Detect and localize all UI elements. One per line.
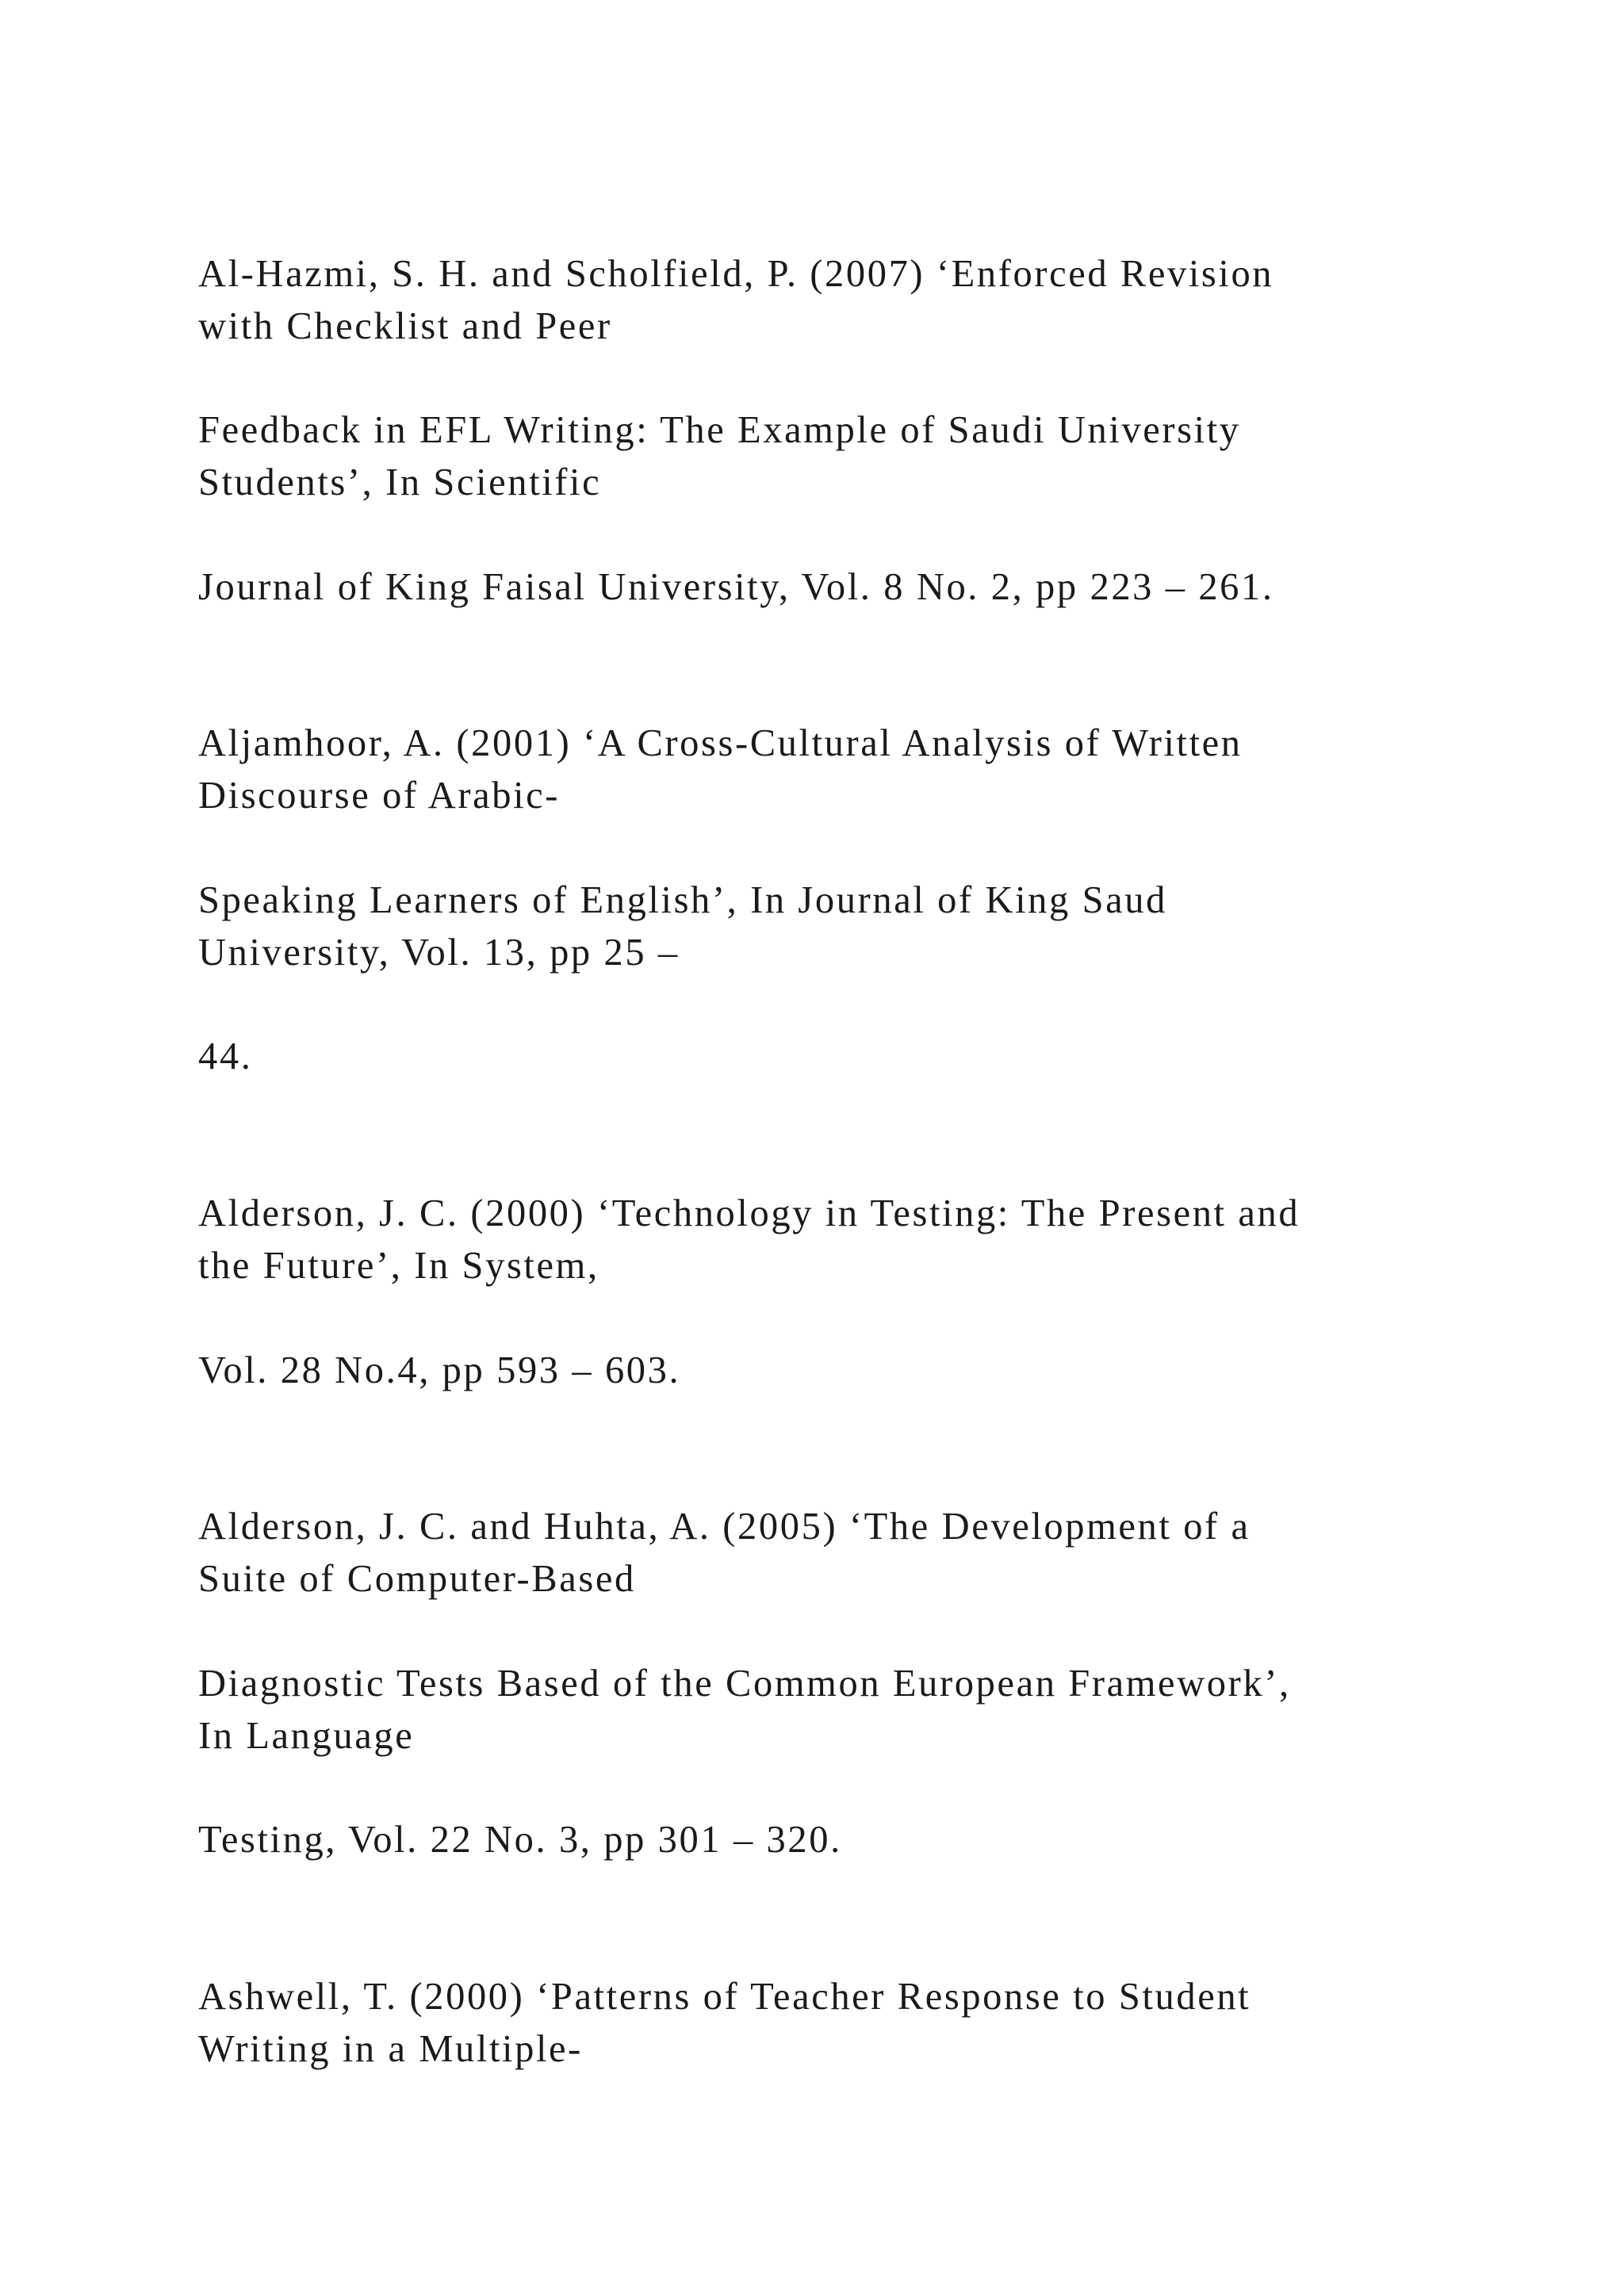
ref-2-para-2-line-1: Speaking Learners of English’, In Journal of King Saud — [198, 879, 1167, 921]
ref-1-para-3-line-1: Journal of King Faisal University, Vol. 8 No. 2, pp 223 – 261. — [198, 566, 1274, 608]
ref-4-para-3-line-1: Testing, Vol. 22 No. 3, pp 301 – 320. — [198, 1819, 842, 1861]
ref-1-para-2-line-1: Feedback in EFL Writing: The Example of Saudi University — [198, 409, 1241, 451]
ref-4-para-1-line-2: Suite of Computer-Based — [198, 1558, 636, 1600]
ref-2-para-3-line-1: 44. — [198, 1035, 253, 1077]
ref-2-para-2-line-2: University, Vol. 13, pp 25 – — [198, 932, 680, 974]
ref-3-para-1-line-1: Alderson, J. C. (2000) ‘Technology in Testing: The Present and — [198, 1192, 1300, 1234]
ref-4-para-2-line-2: In Language — [198, 1715, 415, 1757]
ref-5-para-1-line-1: Ashwell, T. (2000) ‘Patterns of Teacher Response to Student — [198, 1976, 1251, 2018]
ref-4-para-1-line-1: Alderson, J. C. and Huhta, A. (2005) ‘The Development of a — [198, 1506, 1251, 1548]
ref-3-para-2-line-1: Vol. 28 No.4, pp 593 – 603. — [198, 1349, 681, 1391]
ref-2-para-1-line-2: Discourse of Arabic- — [198, 775, 561, 817]
ref-5-para-1-line-2: Writing in a Multiple- — [198, 2028, 583, 2070]
ref-1-para-2-line-2: Students’, In Scientific — [198, 461, 602, 503]
ref-4-para-2-line-1: Diagnostic Tests Based of the Common European Framework’, — [198, 1663, 1291, 1705]
ref-3-para-1-line-2: the Future’, In System, — [198, 1245, 599, 1287]
ref-1-para-1-line-2: with Checklist and Peer — [198, 305, 612, 347]
ref-2-para-1-line-1: Aljamhoor, A. (2001) ‘A Cross-Cultural Analysis of Written — [198, 722, 1243, 764]
ref-1-para-1-line-1: Al-Hazmi, S. H. and Scholfield, P. (2007) ‘Enforced Revision — [198, 253, 1274, 295]
